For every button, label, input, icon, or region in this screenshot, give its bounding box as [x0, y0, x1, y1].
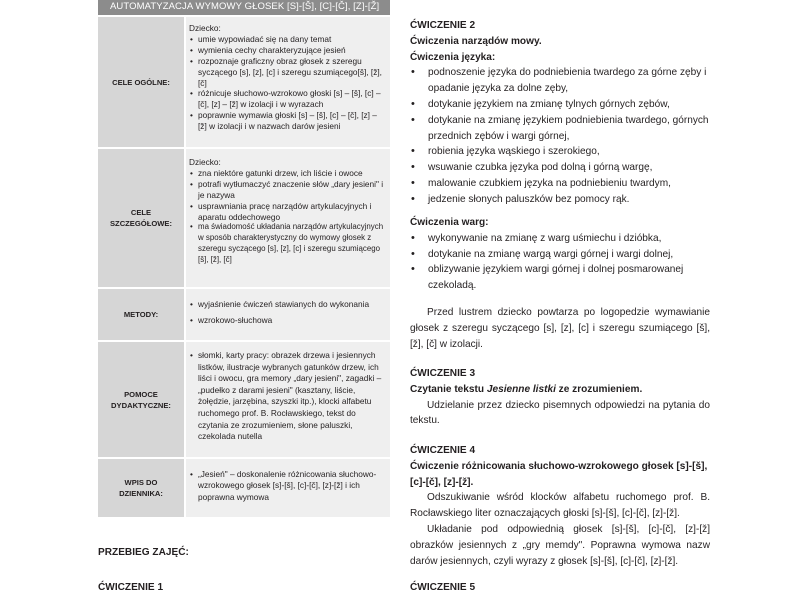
mirror-paragraph-block	[410, 305, 710, 352]
list-item: • zna niektóre gatunki drzew, ich liście i owoce	[189, 168, 384, 179]
row-label-line: WPIS DO	[124, 478, 158, 487]
tongue-exercises-list	[410, 65, 710, 207]
row-content	[184, 459, 390, 517]
exercise-2-subtitle: Ćwiczenia narządów mowy.	[410, 35, 542, 47]
lip-exercises-heading: Ćwiczenia warg:	[410, 217, 489, 228]
table-row-cele-szczegolowe	[98, 149, 390, 289]
row-content	[184, 17, 390, 147]
table-row-wpis	[98, 459, 390, 517]
exercise-4-text-2: Układanie pod odpowiednią głosek [s]-[š], [c]-[č], [z]-[ž] obrazków jesiennych z „gry memdy". Poprawna wymowa nazw darów jesiennych, czyli wyrazy z głosek [s]-[š], [c]-[č], [z]-[ž].	[410, 523, 710, 567]
list-item: • wyjaśnienie ćwiczeń stawianych do wykonania	[189, 299, 384, 310]
exercise-3-text: Udzielanie przez dziecko pisemnych odpowiedzi na pytania do tekstu.	[410, 399, 710, 427]
exercise-2	[410, 18, 710, 208]
exercise-4-text-1: Odszukiwanie wśród klocków alfabetu ruchomego prof. B. Rocławskiego liter oznaczających głoski [s]-[š], [c]-[č], [z]-[ž].	[410, 492, 710, 520]
row-content	[184, 342, 390, 457]
list-item: • poprawnie wymawia głoski [s] – [š], [c] – [č], [z] – [ž] w izolacji i w nazwach darów jesieni	[189, 110, 384, 132]
list-item: • usprawniania pracę narządów artykulacyjnych i aparatu oddechowego	[189, 201, 384, 223]
list-item: • malowanie czubkiem języka na podniebieniu twardym,	[410, 176, 710, 192]
row-label: CELE OGÓLNE:	[98, 17, 184, 147]
list-item: • wsuwanie czubka języka pod dolną i górną wargę,	[410, 160, 710, 176]
list-item: • „Jesień" – doskonalenie różnicowania słuchowo-wzrokowego głosek [s]-[š], [c]-[č], [z]-[ž] i ich poprawna wymowa	[189, 469, 384, 503]
row-content	[184, 149, 390, 287]
mirror-paragraph: Przed lustrem dziecko powtarza po logopedzie wymawianie głosek z szeregu syczącego [s], [z], [c] i szeregu szumiącego [š], [ž], [č] w izolacji.	[410, 307, 710, 350]
list-item: • jedzenie słonych paluszków bez pomocy rąk.	[410, 192, 710, 208]
list-item: • różnicuje słuchowo-wzrokowo głoski [s] – [š], [c] – [č], [z] – [ž] w izolacji i w wyrazach	[189, 88, 384, 110]
list-item: • rozpoznaje graficzny obraz głosek z szeregu syczącego [s], [z], [c] i szeregu szumiącego[š], [ž], [č]	[189, 56, 384, 89]
row-label-line: SZCZEGÓŁOWE:	[109, 219, 172, 228]
row-label-line: DYDAKTYCZNE:	[111, 400, 171, 410]
list-item: • słomki, karty pracy: obrazek drzewa i jesiennych listków, ilustracje wybranych gatunków drzew, ich liści i owocu, gra memory „dary jesieni", zagadki – „pudełko z darami jesieni" (kasztany, liście, żołędzie, jarzębina, szyszki itp.), klocki alfabetu ruchomego prof. B. Rocławskiego, tekst do czytania ze zrozumieniem, słone paluszki, czekolada nutella	[189, 350, 384, 443]
list-item: • wymienia cechy charakteryzujące jesień	[189, 45, 384, 56]
exercise-4-subtitle: Ćwiczenie różnicowania słuchowo-wzrokowego głosek [s]-[š], [c]-[č], [z]-[ž].	[410, 460, 708, 488]
list-item: • wykonywanie na zmianę z warg uśmiechu i dzióbka,	[410, 231, 710, 247]
tongue-exercises-heading: Ćwiczenia języka:	[410, 51, 496, 63]
list-item: • podnoszenie języka do podniebienia twardego za górne zęby i opadanie języka za dolne zęby,	[410, 65, 710, 97]
table-row-pomoce	[98, 342, 390, 459]
list-item: • potrafi wytłumaczyć znaczenie słów „dary jesieni" i je nazywa	[189, 179, 384, 201]
list-item: • umie wypowiadać się na dany temat	[189, 34, 384, 45]
przebieg-heading: PRZEBIEG ZAJĘĆ:	[98, 547, 189, 558]
table-title: AUTOMATYZACJA WYMOWY GŁOSEK [S]-[Š], [C]-[Č], [Z]-[Ž]	[98, 0, 390, 17]
lip-exercises	[410, 215, 710, 294]
row-label	[98, 149, 184, 287]
exercise-4-heading: ĆWICZENIE 4	[410, 445, 476, 456]
table-row-cele-ogolne	[98, 17, 390, 149]
row-intro: Dziecko:	[189, 157, 221, 167]
list-item: • ma świadomość układania narządów artykulacyjnych w sposób charakterystyczny do wymowy głosek z szeregu syczącego [s], [z], [c] i szeregu szumiącego [š], [ž], [č]	[189, 222, 384, 266]
exercise-5	[410, 580, 710, 596]
row-label	[98, 342, 184, 457]
list-item: • dotykanie na zmianę wargą wargi górnej i wargi dolnej,	[410, 247, 710, 263]
exercise-2-heading: ĆWICZENIE 2	[410, 20, 476, 31]
list-item: • oblizywanie językiem wargi górnej i dolnej posmarowanej czekoladą.	[410, 262, 710, 294]
exercise-4	[410, 443, 710, 569]
lip-exercises-list	[410, 231, 710, 294]
text-title-italic: Jesienne listki	[486, 383, 556, 395]
lesson-plan-table	[98, 0, 390, 517]
exercise-3-heading: ĆWICZENIE 3	[410, 368, 476, 379]
exercise-3-subtitle	[410, 382, 710, 398]
row-label	[98, 459, 184, 517]
row-intro: Dziecko:	[189, 23, 221, 33]
list-item: • robienia języka wąskiego i szerokiego,	[410, 144, 710, 160]
row-content	[184, 289, 390, 340]
subtitle-part: Czytanie tekstu	[410, 383, 487, 395]
row-label: METODY:	[98, 289, 184, 340]
subtitle-part: ze zrozumieniem.	[555, 383, 643, 395]
row-label-line: DZIENNIKA:	[119, 489, 163, 498]
exercise-1-heading: ĆWICZENIE 1	[98, 582, 164, 593]
row-label-line: CELE	[130, 208, 152, 217]
exercise-5-heading: ĆWICZENIE 5	[410, 582, 476, 593]
exercise-3	[410, 366, 710, 429]
row-label-line: POMOCE	[124, 389, 158, 399]
table-row-metody	[98, 289, 390, 342]
list-item: • wzrokowo-słuchowa	[189, 315, 384, 326]
list-item: • dotykanie na zmianę językiem podniebienia twardego, górnych przednich zębów i wargi górnej,	[410, 113, 710, 145]
list-item: • dotykanie językiem na zmianę tylnych górnych zębów,	[410, 97, 710, 113]
